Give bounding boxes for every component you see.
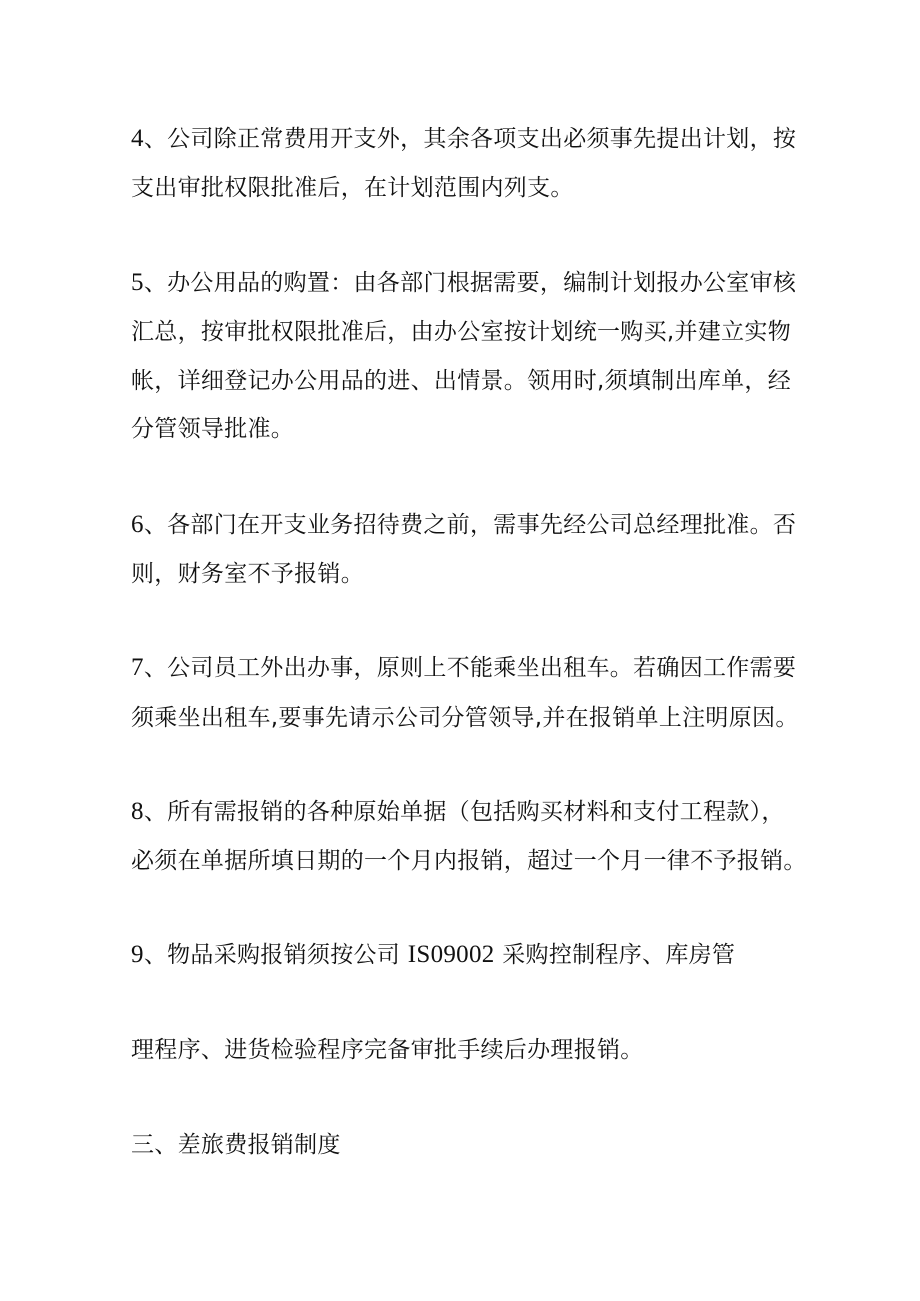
item-4-text-1: 、公司除正常费用开支外，其余各项支出必须事先提出计划，按 (143, 126, 797, 152)
item-5-text-1: 、办公用品的购置：由各部门根据需要，编制计划报办公室审核 (143, 270, 797, 296)
item-9-text-1: 、物品采购报销须按公司 (143, 942, 401, 968)
item-6-line-1 (131, 510, 811, 540)
item-6-line-2: 则，财务室不予报销。 (131, 561, 364, 587)
item-7-number: 7 (131, 654, 144, 681)
item-4-line-2: 支出审批权限批准后，在计划范围内列支。 (131, 175, 574, 201)
item-9-line-1 (131, 940, 811, 970)
item-5-line-1 (131, 268, 811, 298)
item-7-line-1 (131, 653, 811, 683)
item-5-line-3: 帐，详细登记办公用品的进、出情景。领用时,须填制出库单，经 (131, 368, 792, 394)
item-6-text-1: 、各部门在开支业务招待费之前，需事先经公司总经理批准。否 (143, 512, 797, 538)
section-heading: 三、差旅费报销制度 (131, 1132, 341, 1158)
item-9-line-2: 理程序、进货检验程序完备审批手续后办理报销。 (131, 1037, 644, 1063)
item-9-tail: 采购控制程序、库房管 (502, 942, 736, 968)
item-7-text-1: 、公司员工外出办事，原则上不能乘坐出租车。若确因工作需要 (143, 655, 797, 681)
item-9-number: 9 (131, 941, 144, 968)
item-4-number: 4 (131, 125, 144, 152)
item-8-line-2: 必须在单据所填日期的一个月内报销，超过一个月一律不予报销。 (131, 848, 807, 874)
item-8-line-1 (131, 797, 811, 827)
item-4-line-1 (131, 124, 811, 154)
item-5-line-2: 汇总，按审批权限批准后，由办公室按计划统一购买,并建立实物 (131, 319, 792, 345)
item-8-text-1: 、所有需报销的各种原始单据（包括购买材料和支付工程款）， (143, 799, 785, 825)
item-8-number: 8 (131, 798, 144, 825)
item-5-line-4: 分管领导批准。 (131, 416, 295, 442)
item-9-code: IS09002 (407, 941, 495, 968)
item-5-number: 5 (131, 269, 144, 296)
item-7-line-2: 须乘坐出租车,要事先请示公司分管领导,并在报销单上注明原因。 (131, 705, 799, 731)
item-6-number: 6 (131, 511, 144, 538)
